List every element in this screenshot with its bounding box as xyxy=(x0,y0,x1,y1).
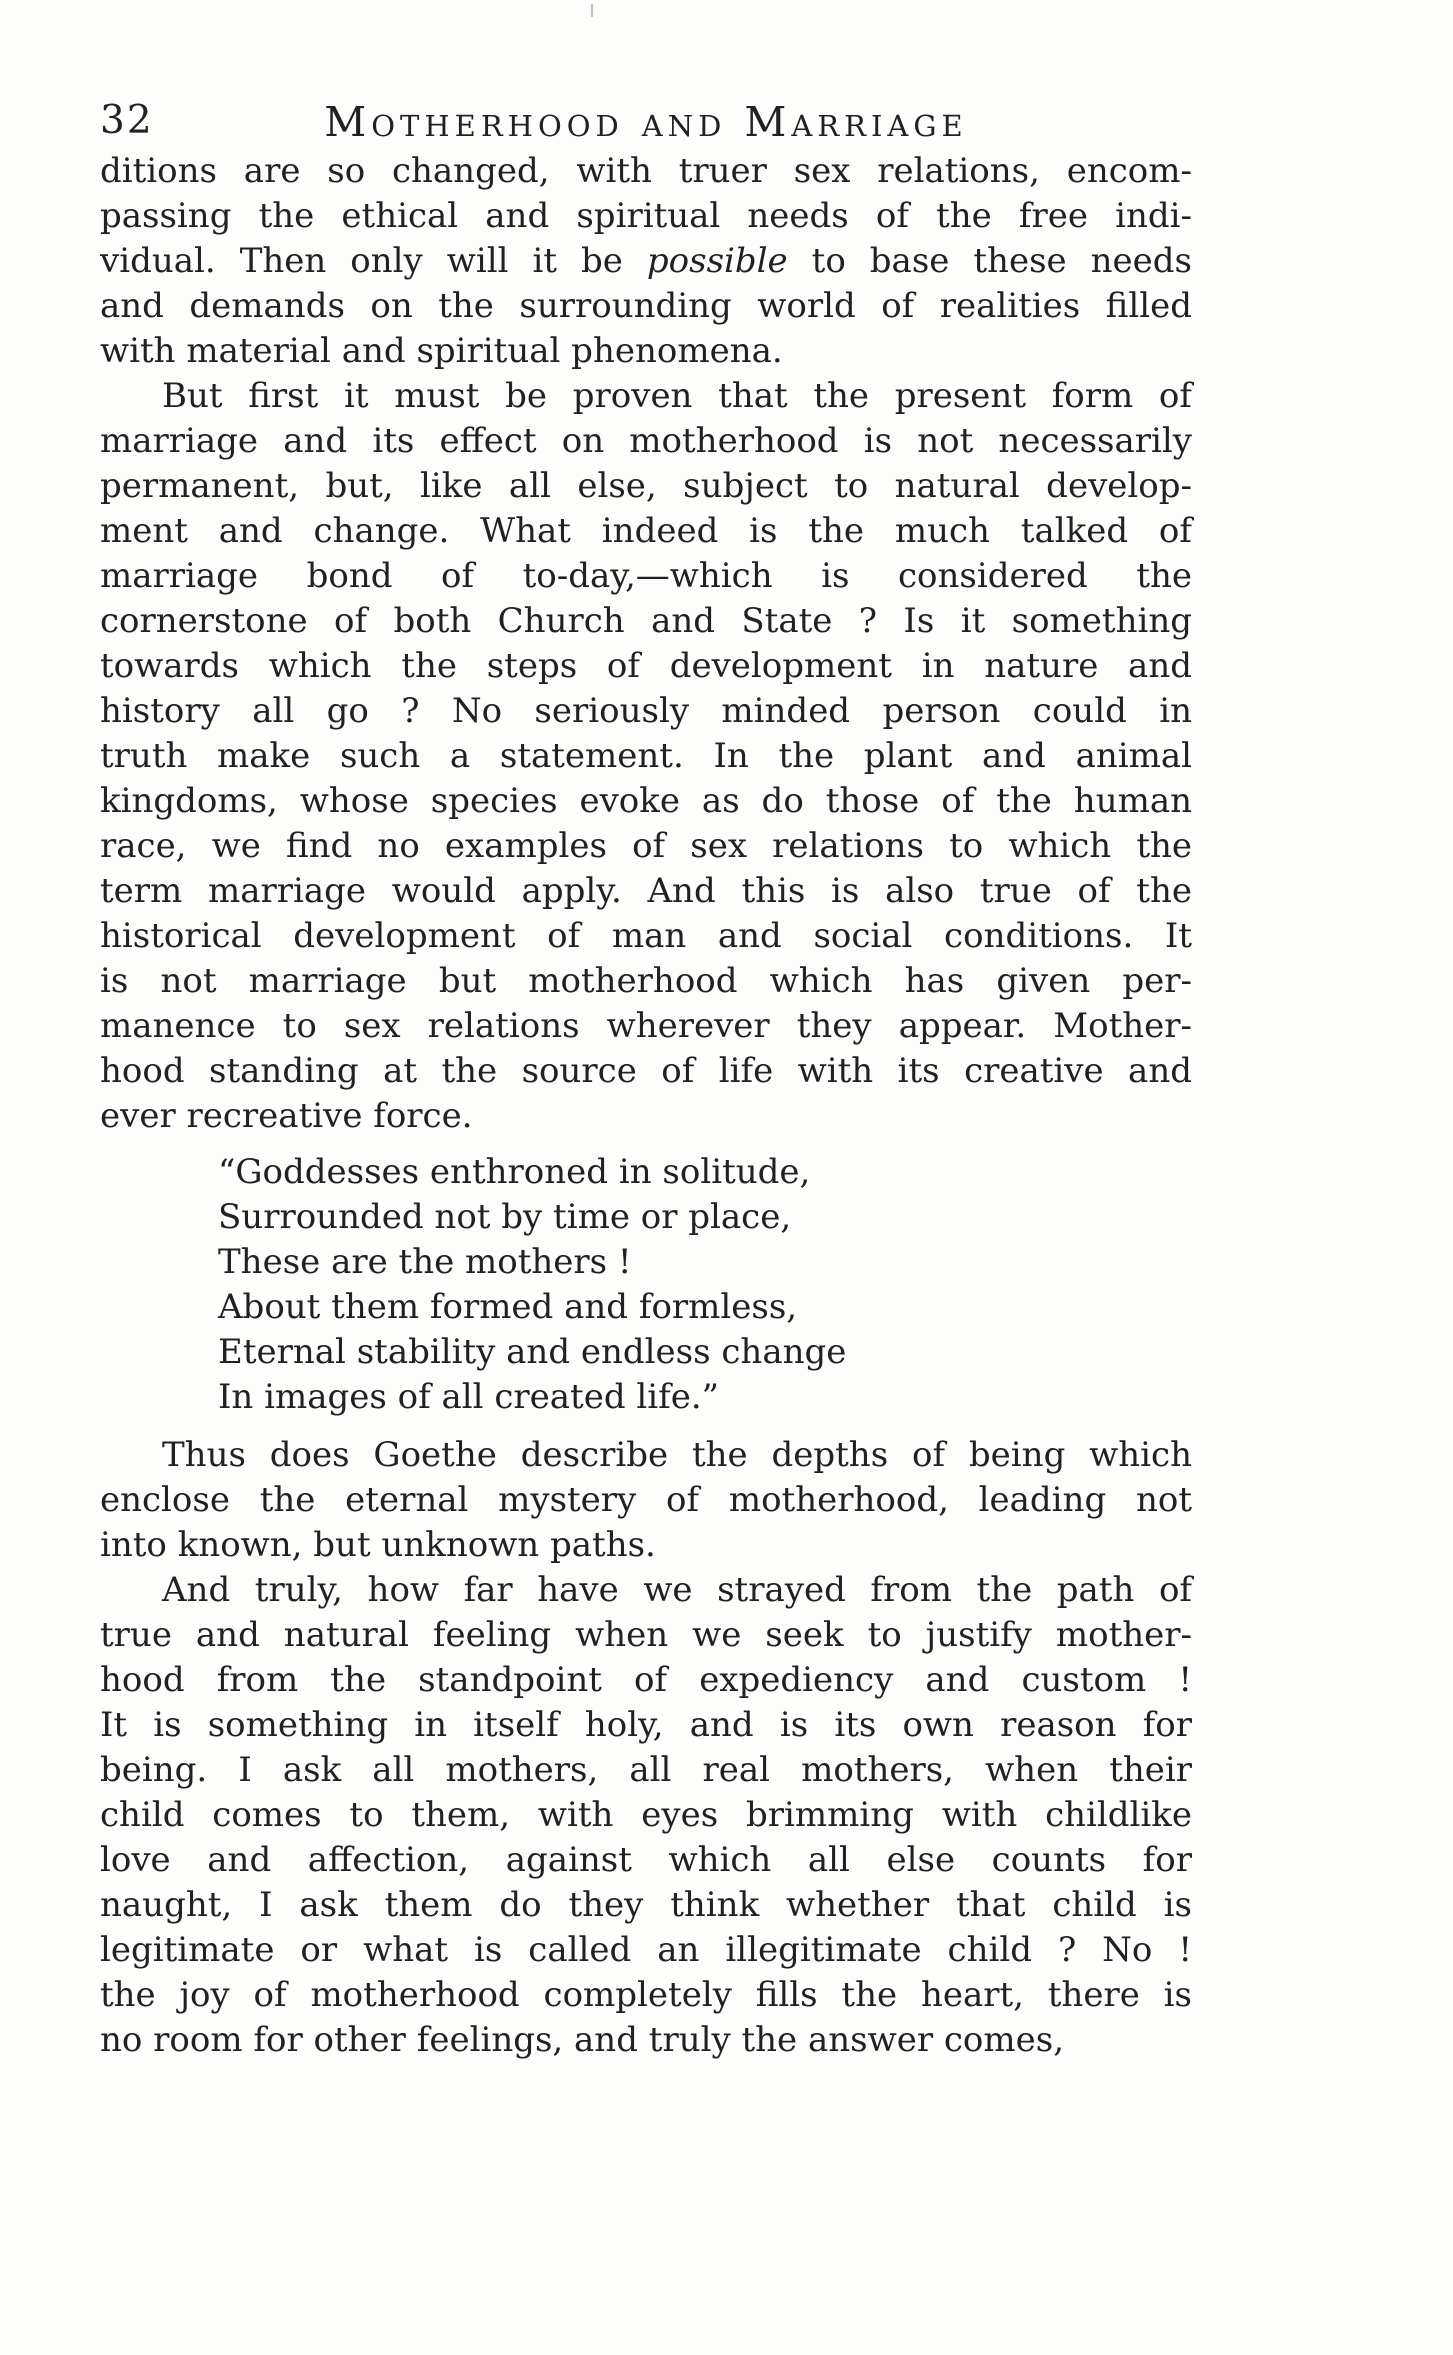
text-line: truth make such a statement. In the plant and animal xyxy=(100,736,1192,776)
text-line: no room for other feelings, and truly the answer comes, xyxy=(100,2020,1065,2060)
paragraph xyxy=(100,149,1192,374)
text-line: history all go ? No seriously minded person could in xyxy=(100,691,1192,731)
text-line: “Goddesses enthroned in solitude, xyxy=(218,1152,811,1192)
scan-artifact xyxy=(591,4,593,17)
text-line: passing the ethical and spiritual needs of the free indi- xyxy=(100,196,1192,236)
running-title: Motherhood and Marriage xyxy=(324,98,968,146)
text-line: the joy of motherhood completely fills the heart, there is xyxy=(100,1975,1192,2015)
text-line: child comes to them, with eyes brimming with childlike xyxy=(100,1795,1192,1835)
page-text xyxy=(100,149,1192,2063)
text-line: ment and change. What indeed is the much talked of xyxy=(100,511,1192,551)
text-line: true and natural feeling when we seek to justify mother- xyxy=(100,1615,1192,1655)
text-line: naught, I ask them do they think whether that child is xyxy=(100,1885,1192,1925)
text-line: About them formed and formless, xyxy=(218,1287,798,1327)
text-line: Thus does Goethe describe the depths of being which xyxy=(162,1435,1192,1475)
text-line: race, we find no examples of sex relations to which the xyxy=(100,826,1192,866)
text-line: But first it must be proven that the present form of xyxy=(162,376,1192,416)
text-line: And truly, how far have we strayed from the path of xyxy=(162,1570,1192,1610)
paragraph xyxy=(100,1568,1192,2063)
text-line: cornerstone of both Church and State ? Is it something xyxy=(100,601,1192,641)
text-line: legitimate or what is called an illegitimate child ? No ! xyxy=(100,1930,1192,1970)
text-line: marriage bond of to-day,—which is considered the xyxy=(100,556,1192,596)
text-line: term marriage would apply. And this is also true of the xyxy=(100,871,1192,911)
text-line: It is something in itself holy, and is its own reason for xyxy=(100,1705,1192,1745)
page-number: 32 xyxy=(100,98,154,143)
text-line: These are the mothers ! xyxy=(218,1242,632,1282)
text-line: historical development of man and social conditions. It xyxy=(100,916,1192,956)
text-line: marriage and its effect on motherhood is not necessarily xyxy=(100,421,1192,461)
text-line: In images of all created life.” xyxy=(218,1377,720,1417)
text-line: vidual. Then only will it be possible to base these needs xyxy=(100,241,1192,281)
paragraph xyxy=(100,1433,1192,1568)
text-line: being. I ask all mothers, all real mothers, when their xyxy=(100,1750,1192,1790)
text-line: is not marriage but motherhood which has given per- xyxy=(100,961,1192,1001)
text-line: permanent, but, like all else, subject to natural develop- xyxy=(100,466,1192,506)
text-line: and demands on the surrounding world of realities filled xyxy=(100,286,1192,326)
text-line: kingdoms, whose species evoke as do those of the human xyxy=(100,781,1192,821)
text-line: into known, but unknown paths. xyxy=(100,1525,656,1565)
text-line: Surrounded not by time or place, xyxy=(218,1197,792,1237)
text-line: manence to sex relations wherever they appear. Mother- xyxy=(100,1006,1192,1046)
text-line: towards which the steps of development in nature and xyxy=(100,646,1192,686)
text-line: enclose the eternal mystery of motherhood, leading not xyxy=(100,1480,1192,1520)
text-line: ditions are so changed, with truer sex relations, encom- xyxy=(100,151,1192,191)
text-line: hood standing at the source of life with its creative and xyxy=(100,1051,1192,1091)
text-line: hood from the standpoint of expediency and custom ! xyxy=(100,1660,1192,1700)
verse-block xyxy=(100,1150,1192,1420)
text-line: love and affection, against which all else counts for xyxy=(100,1840,1192,1880)
text-line: ever recreative force. xyxy=(100,1096,473,1136)
paragraph xyxy=(100,374,1192,1139)
text-line: with material and spiritual phenomena. xyxy=(100,331,783,371)
text-line: Eternal stability and endless change xyxy=(218,1332,847,1372)
